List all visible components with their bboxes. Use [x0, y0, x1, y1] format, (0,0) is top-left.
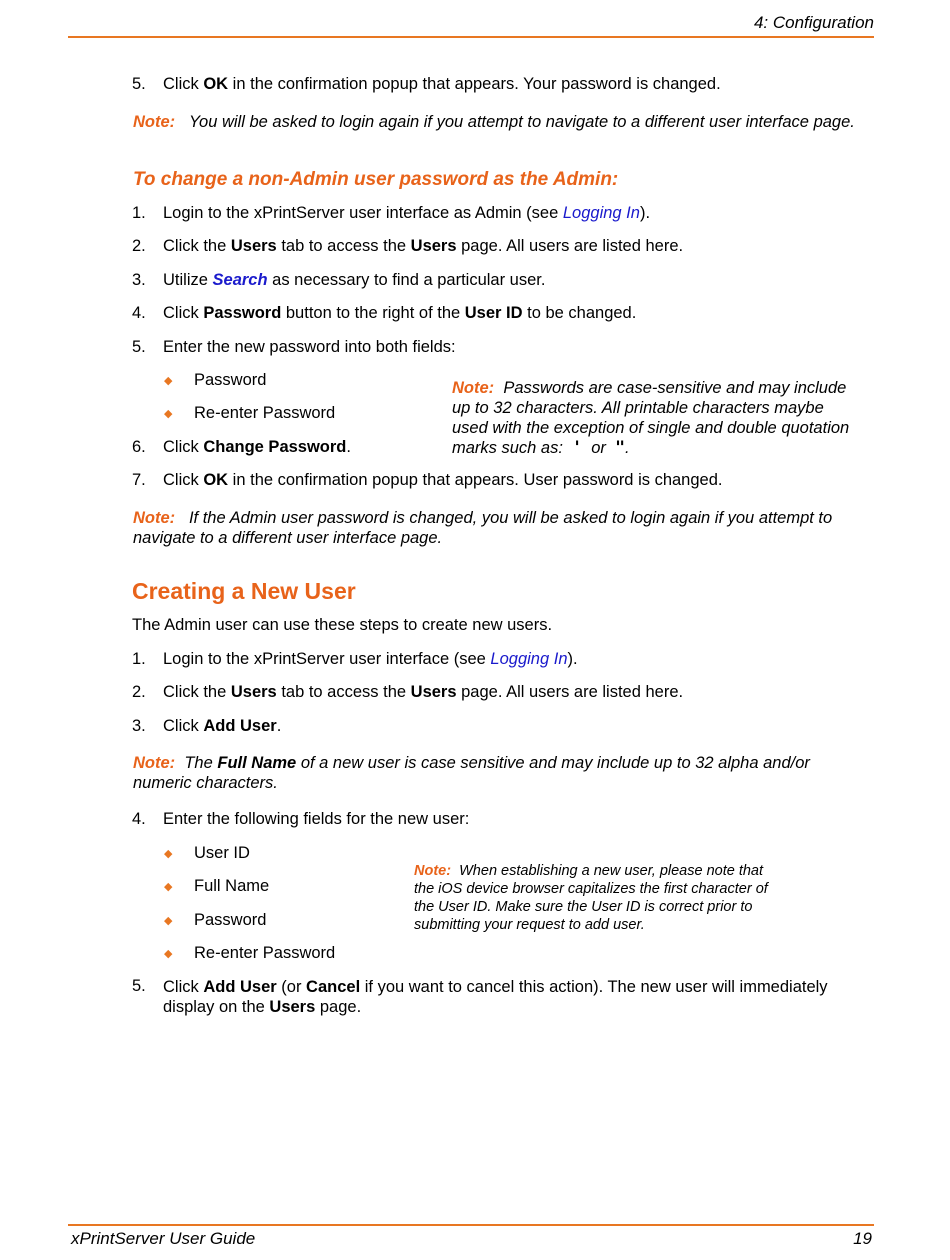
step-number: 1. — [132, 650, 146, 668]
step-number: 5. — [132, 977, 146, 995]
step-number: 4. — [132, 304, 146, 322]
step-text: Click Password button to the right of the User ID to be changed. — [163, 304, 637, 322]
page-footer — [68, 1224, 874, 1248]
step-text: Click OK in the confirmation popup that appears. Your password is changed. — [163, 75, 721, 93]
step-number: 4. — [132, 810, 146, 828]
section-heading: Creating a New User — [132, 578, 356, 604]
chapter-title: 4: Configuration — [753, 13, 874, 32]
note-text: Passwords are case-sensitive and may include up to 32 characters. All printable characters maybe used with the exception of single and double quotation marks such as: — [452, 379, 850, 457]
note-text: When establishing a new user, please note that the iOS device browser capitalizes the first character of the User ID. Make sure the User ID is correct prior to submitting your request to add user. — [414, 863, 768, 933]
diamond-bullet-icon: ◆ — [164, 375, 173, 387]
note-label: Note: — [133, 754, 176, 772]
step-text: Login to the xPrintServer user interface (see Logging In). — [163, 650, 578, 668]
page-number: 19 — [853, 1229, 872, 1248]
note — [133, 112, 868, 132]
procedure-heading: To change a non-Admin user password as the Admin: — [133, 169, 619, 190]
step-number: 1. — [132, 204, 146, 222]
document-title: xPrintServer User Guide — [71, 1229, 256, 1248]
bullet-text: User ID — [194, 844, 250, 862]
note-label: Note: — [452, 379, 495, 397]
step-text: Click OK in the confirmation popup that appears. User password is changed. — [163, 471, 723, 489]
note-label: Note: — [133, 113, 176, 131]
note-text: You will be asked to login again if you attempt to navigate to a different user interface page. — [188, 113, 855, 131]
page-header — [68, 12, 874, 38]
step-text: Enter the following fields for the new user: — [163, 810, 470, 828]
step-number: 3. — [132, 271, 146, 289]
side-note: Note: Passwords are case-sensitive and may include up to 32 characters. All printable characters maybe used with the exception of single and double quotation marks such as: ' or ". — [452, 379, 850, 457]
search-link[interactable]: Search — [212, 271, 268, 289]
step-text: Utilize Search as necessary to find a particular user. — [163, 271, 546, 289]
step-number: 5. — [132, 338, 146, 356]
note: Note: The Full Name of a new user is case sensitive and may include up to 32 alpha and/or numeric characters. — [133, 754, 810, 792]
bullet-text: Re-enter Password — [194, 944, 336, 962]
note — [133, 508, 868, 548]
diamond-bullet-icon: ◆ — [164, 948, 173, 960]
bullet-text: Full Name — [194, 877, 270, 895]
side-note — [414, 862, 779, 934]
step-text: Login to the xPrintServer user interface as Admin (see Logging In). — [163, 204, 651, 222]
diamond-bullet-icon: ◆ — [164, 915, 173, 927]
diamond-bullet-icon: ◆ — [164, 408, 173, 420]
note-label: Note: — [133, 509, 176, 527]
step-text: Click Change Password. — [163, 438, 351, 456]
step-number: 6. — [132, 438, 146, 456]
step-number: 7. — [132, 471, 146, 489]
bullet-text: Password — [194, 371, 267, 389]
step-text: Click the Users tab to access the Users page. All users are listed here. — [163, 237, 684, 255]
note-label: Note: — [414, 863, 452, 879]
step-number: 2. — [132, 683, 146, 701]
section-intro: The Admin user can use these steps to create new users. — [132, 616, 553, 634]
logging-in-link[interactable]: Logging In — [490, 650, 568, 668]
step-text: Click Add User. — [163, 717, 282, 735]
step-text: Enter the new password into both fields: — [163, 338, 456, 356]
diamond-bullet-icon: ◆ — [164, 881, 173, 893]
step-number: 5. — [132, 75, 146, 93]
diamond-bullet-icon: ◆ — [164, 848, 173, 860]
step-number: 2. — [132, 237, 146, 255]
bullet-text: Password — [194, 911, 267, 929]
bullet-text: Re-enter Password — [194, 404, 336, 422]
step-text: Click the Users tab to access the Users page. All users are listed here. — [163, 683, 684, 701]
logging-in-link[interactable]: Logging In — [562, 204, 640, 222]
step-text: Click Add User (or Cancel if you want to cancel this action). The new user will immediately display on the Users page. — [163, 978, 828, 1016]
step-number: 3. — [132, 717, 146, 735]
note-text: If the Admin user password is changed, you will be asked to login again if you attempt to navigate to a different user interface page. — [133, 509, 833, 547]
